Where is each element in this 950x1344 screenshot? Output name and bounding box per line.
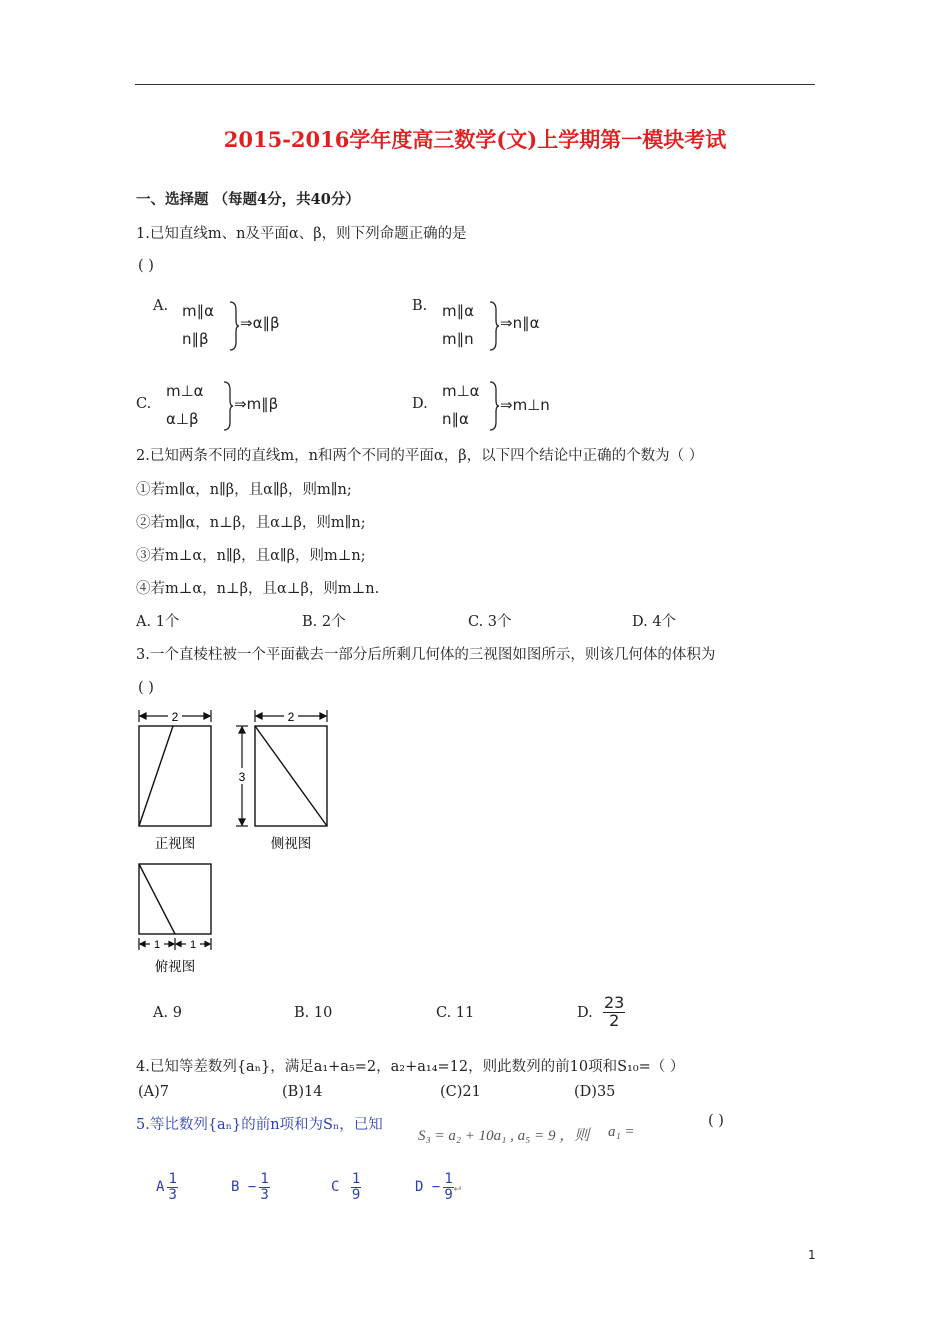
q3-option-a: A. 9 <box>153 1005 182 1021</box>
q5-option-a-num: 1 <box>168 1171 177 1187</box>
q1-option-a-result: ⇒α∥β <box>240 314 280 332</box>
side-view-diagonal <box>255 726 327 826</box>
q5-option-a-den: 3 <box>168 1186 177 1203</box>
front-view-rect <box>139 726 211 826</box>
q5-option-d <box>415 1172 461 1202</box>
q5-formula: S₃ = a₂ + 10a₁ , a₅ = 9 ，则 <box>418 1128 590 1144</box>
top-view-rect <box>139 864 211 934</box>
q5-option-d-den: 9 <box>444 1186 453 1203</box>
page-number: 1 <box>808 1248 816 1262</box>
q1-option-b-brace <box>488 300 500 352</box>
q1-option-d-line2: n∥α <box>442 410 469 428</box>
header-rule <box>135 84 815 85</box>
q1-option-c-brace <box>222 380 234 432</box>
q1-option-c-line2: α⊥β <box>166 410 199 428</box>
top-view-width-dimension <box>139 938 211 950</box>
q1-option-b-line1: m∥α <box>442 302 474 320</box>
q1-stem: 1.已知直线m、n及平面α、β，则下列命题正确的是 <box>136 226 467 242</box>
side-view-label: 侧视图 <box>270 836 312 852</box>
q5-option-b-sign: − <box>247 1179 257 1196</box>
q5-option-b <box>231 1172 270 1202</box>
q1-option-d-line1: m⊥α <box>442 382 480 400</box>
q4-option-d: (D)35 <box>574 1084 616 1100</box>
q4-option-a: (A)7 <box>138 1084 170 1100</box>
q5-option-c <box>331 1172 361 1202</box>
q1-option-d-brace <box>488 380 500 432</box>
q5-return-mark: ↵ <box>453 1180 461 1195</box>
q4-option-b: (B)14 <box>282 1084 323 1100</box>
q3-option-d-numerator: 23 <box>604 993 625 1012</box>
section-heading: 一、选择题 （每题4分，共40分） <box>136 191 360 208</box>
q2-option-c: C. 3个 <box>468 614 512 630</box>
q2-item-2: ②若m∥α，n⊥β，且α⊥β，则m∥n; <box>136 515 366 531</box>
q2-option-b: B. 2个 <box>302 614 346 630</box>
q5-option-c-label: C <box>331 1179 340 1196</box>
q1-option-b-line2: m∥n <box>442 330 474 348</box>
q5-option-a-label: A <box>156 1179 165 1196</box>
q1-option-a-line1: m∥α <box>182 302 214 320</box>
q2-stem: 2.已知两条不同的直线m，n和两个不同的平面α，β，以下四个结论中正确的个数为（ ） <box>136 448 704 464</box>
q5-a1: a₁ = <box>608 1124 635 1140</box>
dim-top-right: 1 <box>189 939 197 951</box>
q4-option-c: (C)21 <box>440 1084 481 1100</box>
q3-option-b: B. 10 <box>294 1005 333 1021</box>
dim-side-width: 2 <box>287 710 295 724</box>
q2-item-1: ①若m∥α，n∥β，且α∥β，则m∥n; <box>136 482 352 498</box>
q3-stem: 3.一个直棱柱被一个平面截去一部分后所剩几何体的三视图如图所示，则该几何体的体积为 <box>136 647 716 663</box>
q1-paren: ( ) <box>138 258 154 274</box>
q3-option-c: C. 11 <box>436 1005 475 1021</box>
q5-option-b-num: 1 <box>260 1171 269 1187</box>
q5-option-d-num: 1 <box>444 1171 453 1187</box>
q1-option-b-result: ⇒n∥α <box>500 314 540 332</box>
q3-option-d-denominator: 2 <box>609 1010 620 1030</box>
q5-option-c-num: 1 <box>351 1171 361 1187</box>
q5-option-d-sign: − <box>431 1179 441 1196</box>
q1-option-c-result: ⇒m∥β <box>234 395 279 413</box>
q5-option-c-den: 9 <box>351 1186 361 1203</box>
top-view-label: 俯视图 <box>154 959 196 975</box>
q2-item-4: ④若m⊥α，n⊥β，且α⊥β，则m⊥n. <box>136 581 380 597</box>
q5-option-a <box>156 1172 178 1202</box>
q2-option-d: D. 4个 <box>632 614 677 630</box>
q4-stem: 4.已知等差数列{aₙ}，满足a₁+a₅=2，a₂+a₁₄=12，则此数列的前10项和S₁₀=（ ） <box>136 1059 685 1075</box>
q1-option-d-label: D. <box>412 396 428 412</box>
q3-three-views-figure <box>130 704 340 984</box>
front-view-label: 正视图 <box>154 836 196 852</box>
page-title: 2015-2016学年度高三数学(文)上学期第一模块考试 <box>223 127 727 152</box>
q1-option-a-label: A. <box>153 298 169 314</box>
q1-option-d-result: ⇒m⊥n <box>500 396 550 414</box>
dim-height: 3 <box>238 770 246 784</box>
front-view-diagonal <box>139 726 173 826</box>
q3-option-d-label: D. <box>577 1005 593 1021</box>
top-view-diagonal <box>139 864 175 934</box>
q5-stem: 5.等比数列{aₙ}的前n项和为Sₙ，已知 <box>136 1117 383 1133</box>
dim-front-width: 2 <box>171 710 179 724</box>
q1-option-b-label: B. <box>412 298 428 314</box>
q1-option-c-line1: m⊥α <box>166 382 204 400</box>
q2-option-a: A. 1个 <box>136 614 180 630</box>
q1-option-c-label: C. <box>136 396 152 412</box>
q3-option-d-fraction <box>600 995 625 1030</box>
q2-item-3: ③若m⊥α，n∥β，且α∥β，则m⊥n; <box>136 548 366 564</box>
q5-paren: ( ) <box>708 1113 724 1129</box>
q1-option-a-brace <box>228 300 240 352</box>
q1-option-a-line2: n∥β <box>182 330 209 348</box>
dim-top-left: 1 <box>153 939 161 951</box>
q3-paren: ( ) <box>138 680 154 696</box>
q5-option-d-label: D <box>415 1179 424 1196</box>
q5-option-b-label: B <box>231 1179 240 1196</box>
q5-option-b-den: 3 <box>260 1186 269 1203</box>
